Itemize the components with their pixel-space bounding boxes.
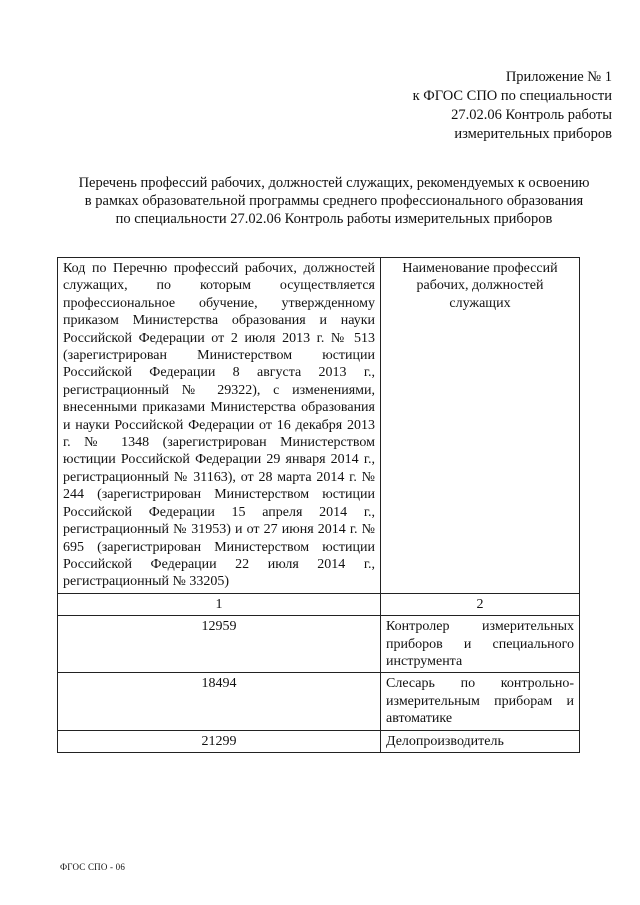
- table-row: [58, 673, 580, 730]
- document-heading: [56, 174, 612, 228]
- table-row: [58, 730, 580, 752]
- row-code: 12959: [58, 616, 381, 673]
- professions-table: [57, 257, 580, 753]
- header-cell-name: Наименование профессий рабочих, должностей служащих: [381, 258, 580, 594]
- row-code: 21299: [58, 730, 381, 752]
- heading-line-3: по специальности 27.02.06 Контроль работы измерительных приборов: [115, 211, 553, 227]
- appendix-line-2: к ФГОС СПО по специальности: [412, 88, 612, 104]
- table-header-row: [58, 258, 580, 594]
- appendix-line-3: 27.02.06 Контроль работы: [451, 107, 612, 123]
- heading-line-2: в рамках образовательной программы среднего профессионального образования: [84, 193, 584, 209]
- row-profession-name: Делопроизводитель: [381, 730, 580, 752]
- column-number-1: 1: [58, 593, 381, 615]
- row-code: 18494: [58, 673, 381, 730]
- appendix-line-4: измерительных приборов: [454, 126, 612, 142]
- heading-line-1: Перечень профессий рабочих, должностей служащих, рекомендуемых к освоению: [78, 175, 590, 191]
- appendix-title: Приложение № 1: [505, 69, 612, 85]
- column-number-2: 2: [381, 593, 580, 615]
- table-row: [58, 616, 580, 673]
- appendix-block: [352, 68, 612, 144]
- row-profession-name: Контролер измерительных приборов и специального инструмента: [381, 616, 580, 673]
- header-cell-code: Код по Перечню профессий рабочих, должностей служащих, по которым осуществляется профессиональное обучение, утвержденному приказом Министерства образования и науки Российской Федерации от 2 июля 2013 г. № 513 (зарегистрирован Министерством юстиции Российской Федерации 8 августа 2013 г., регистрационный № 29322), с изменениями, внесенными приказами Министерства образования и науки Российской Федерации от 16 декабря 2013 г. № 1348 (зарегистрирован Министерством юстиции Российской Федерации 29 января 2014 г., регистрационный № 31163), от 28 марта 2014 г. № 244 (зарегистрирован Министерством юстиции Российской Федерации 15 апреля 2014 г., регистрационный № 31953) и от 27 июня 2014 г. № 695 (зарегистрирован Министерством юстиции Российской Федерации 22 июля 2014 г., регистрационный № 33205): [58, 258, 381, 594]
- page-footer: ФГОС СПО - 06: [60, 862, 126, 872]
- table-number-row: [58, 593, 580, 615]
- row-profession-name: Слесарь по контрольно-измерительным приборам и автоматике: [381, 673, 580, 730]
